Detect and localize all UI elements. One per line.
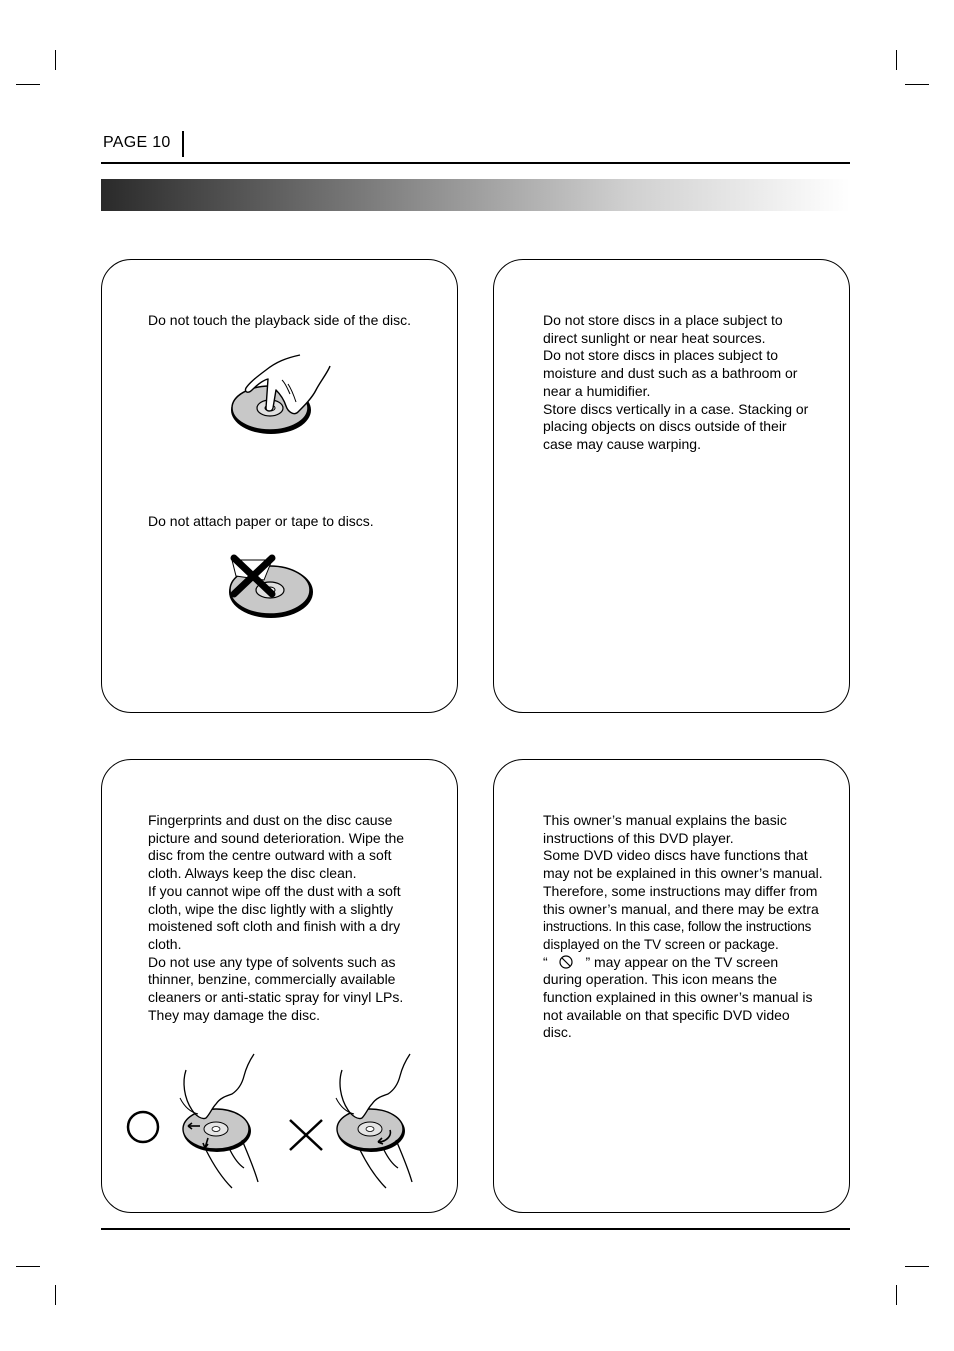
text-line: Therefore, some instructions may differ from <box>543 882 818 899</box>
disc-tape-illustration <box>222 550 322 622</box>
crop-mark <box>905 84 929 85</box>
text-line: Do not store discs in places subject to <box>543 347 779 364</box>
cleaning-illustration <box>120 1050 430 1195</box>
crop-mark <box>16 1266 40 1267</box>
disc-touch-illustration <box>228 350 338 440</box>
header-rule <box>101 162 850 164</box>
text-line: picture and sound deterioration. Wipe the <box>148 829 405 846</box>
icon-text-line <box>543 954 823 972</box>
text-line: Fingerprints and dust on the disc cause <box>148 812 393 828</box>
crop-mark <box>905 1266 929 1267</box>
crop-mark <box>55 50 56 70</box>
text-line: disc from the centre outward with a soft <box>148 847 392 864</box>
crop-mark <box>16 84 40 85</box>
crop-mark <box>896 50 897 70</box>
text-line: instructions. In this case, follow the instructions <box>543 919 812 935</box>
text-line: not available on that specific DVD video <box>543 1006 790 1023</box>
handling-text-tape: Do not attach paper or tape to discs. <box>148 513 374 529</box>
text-line: This owner’s manual explains the basic <box>543 812 787 828</box>
cleaning-text <box>148 812 404 1024</box>
text-line: direct sunlight or near heat sources. <box>543 329 766 346</box>
text-line: cloth. Always keep the disc clean. <box>148 865 357 882</box>
text-line: Some DVD video discs have functions that <box>543 847 808 864</box>
text-line: displayed on the TV screen or package. <box>543 936 779 952</box>
text-line: cleaners or anti-static spray for vinyl LPs. <box>148 989 404 1006</box>
text-line: cloth, wipe the disc lightly with a slightly <box>148 900 394 917</box>
quote-close-text: ” may appear on the TV screen <box>585 953 779 970</box>
manual-text <box>543 812 823 1042</box>
storing-text <box>543 312 808 454</box>
text-line: near a humidifier. <box>543 382 651 399</box>
text-line: this owner’s manual, and there may be extra <box>543 900 819 917</box>
section-title-bar <box>101 179 850 211</box>
text-line: during operation. This icon means the <box>543 971 777 988</box>
crop-mark <box>896 1285 897 1305</box>
text-line: Do not use any type of solvents such as <box>148 953 396 970</box>
text-line: placing objects on discs outside of their <box>543 418 787 435</box>
text-line: Store discs vertically in a case. Stacking or <box>543 400 809 417</box>
handling-text-touch: Do not touch the playback side of the disc. <box>148 312 412 328</box>
text-line: If you cannot wipe off the dust with a soft <box>148 882 401 899</box>
prohibited-icon <box>552 955 582 969</box>
page-label-divider <box>182 131 184 157</box>
page-label: PAGE 10 <box>103 134 171 151</box>
footer-rule <box>101 1228 850 1230</box>
text-line: They may damage the disc. <box>148 1006 320 1023</box>
text-line: moistened soft cloth and finish with a dry <box>148 918 401 935</box>
quote-open: “ <box>543 953 548 970</box>
text-line: case may cause warping. <box>543 435 701 452</box>
correct-circle-icon <box>128 1112 158 1142</box>
text-line: cloth. <box>148 935 182 952</box>
text-line: function explained in this owner’s manual is <box>543 989 813 1006</box>
text-line: disc. <box>543 1024 572 1041</box>
text-line: thinner, benzine, commercially available <box>148 971 396 988</box>
text-line: Do not store discs in a place subject to <box>543 312 783 328</box>
text-line: may not be explained in this owner’s manual. <box>543 865 823 882</box>
text-line: instructions of this DVD player. <box>543 829 734 846</box>
crop-mark <box>55 1285 56 1305</box>
text-line: moisture and dust such as a bathroom or <box>543 365 798 382</box>
